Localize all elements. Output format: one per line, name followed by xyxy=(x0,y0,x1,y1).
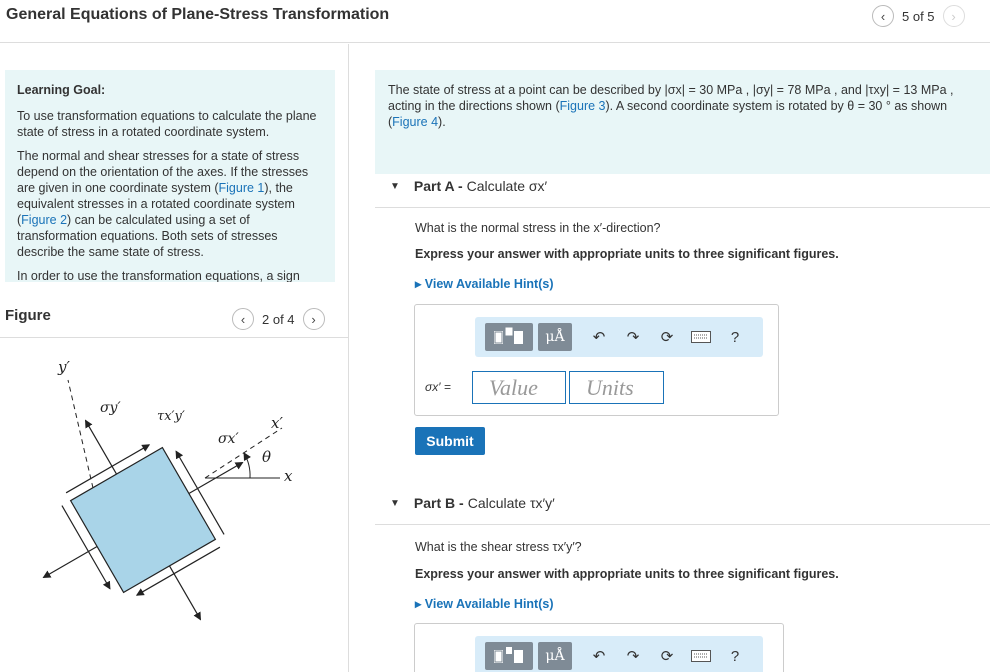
column-divider xyxy=(348,44,349,672)
redo-icon[interactable]: ↷ xyxy=(626,648,640,665)
tau-xy-prime-label: τx′y′ xyxy=(157,409,185,424)
part-b-instruction: Express your answer with appropriate units to three significant figures. xyxy=(415,567,839,581)
stress-element xyxy=(71,448,216,593)
undo-icon[interactable]: ↶ xyxy=(592,648,606,665)
part-a-hint-link[interactable]: ▸ View Available Hint(s) xyxy=(415,277,554,291)
value-input[interactable]: Value xyxy=(472,371,566,404)
figure-divider xyxy=(0,337,348,338)
collapse-triangle-icon[interactable]: ▼ xyxy=(390,180,400,192)
template-icon[interactable] xyxy=(485,323,533,351)
header-divider xyxy=(0,42,990,43)
learning-goal-panel[interactable] xyxy=(5,70,335,282)
part-a-header[interactable] xyxy=(390,178,547,194)
part-b-header[interactable] xyxy=(390,495,555,511)
page-title: General Equations of Plane-Stress Transformation xyxy=(6,6,390,23)
next-item-button[interactable]: › xyxy=(943,5,965,27)
undo-icon[interactable]: ↶ xyxy=(592,329,606,346)
units-symbol-button[interactable]: μÅ xyxy=(538,323,572,351)
part-b-question: What is the shear stress τx′y′? xyxy=(415,540,582,554)
submit-button[interactable]: Submit xyxy=(415,427,485,455)
reset-icon[interactable]: ⟳ xyxy=(660,648,674,665)
learning-goal-p2: The normal and shear stresses for a state of stress depend on the orientation of the axes. If the stresses are given in one coordinate system (Figure 1), the equivalent stresses in a rotated coordinate system (Figure 2) can be calculated using a set of transformation equations. Both sets of stresses describe the same state of stress. xyxy=(17,149,309,259)
theta-arc xyxy=(244,453,250,478)
part-a-label: Part A - xyxy=(413,178,463,194)
figure-heading: Figure xyxy=(5,307,51,324)
y-prime-label: y′ xyxy=(58,358,70,376)
figure-3-link[interactable]: Figure 3 xyxy=(559,99,606,113)
collapse-triangle-icon[interactable]: ▼ xyxy=(390,497,400,509)
learning-goal-heading: Learning Goal: xyxy=(17,83,106,97)
item-pager xyxy=(872,5,965,27)
part-a-answer-box xyxy=(414,304,779,416)
part-b-answer-box xyxy=(414,623,784,672)
template-icon[interactable] xyxy=(485,642,533,670)
part-a-equation-label: σx′ = xyxy=(425,380,451,394)
help-icon[interactable]: ? xyxy=(730,647,740,665)
reset-icon[interactable]: ⟳ xyxy=(660,329,674,346)
figure-pager xyxy=(232,308,325,330)
part-b-title: Calculate τx′y′ xyxy=(467,495,555,511)
part-a-title: Calculate σx′ xyxy=(466,178,548,194)
learning-goal-p3: In order to use the transformation equations, a sign xyxy=(17,269,300,282)
math-toolbar xyxy=(475,317,763,357)
item-pager-text: 5 of 5 xyxy=(902,8,935,24)
figure-1-link[interactable]: Figure 1 xyxy=(218,181,265,195)
part-b-divider xyxy=(375,524,990,525)
part-b-hint-link[interactable]: ▸ View Available Hint(s) xyxy=(415,597,554,611)
sigma-x-prime-label: σx′ xyxy=(218,431,239,447)
learning-goal-p1: To use transformation equations to calculate the plane state of stress in a rotated coordinate system. xyxy=(17,109,317,139)
stress-element-figure xyxy=(0,340,345,672)
figure-next-button[interactable]: › xyxy=(303,308,325,330)
figure-pager-text: 2 of 4 xyxy=(262,311,295,327)
part-a-question: What is the normal stress in the x′-direction? xyxy=(415,221,661,235)
x-label: x xyxy=(284,467,293,485)
figure-4-link[interactable]: Figure 4 xyxy=(392,115,439,129)
problem-statement: The state of stress at a point can be described by |σx| = 30 MPa , |σy| = 78 MPa , and |τxy| = 13 MPa , acting in the directions shown (Figure 3). A second coordinate system is rotated by θ = 30 ° as shown (Figure 4). xyxy=(375,70,990,174)
y-prime-axis xyxy=(68,380,93,488)
part-b-label: Part B - xyxy=(413,495,464,511)
figure-prev-button[interactable]: ‹ xyxy=(232,308,254,330)
sigma-x-arrow-left xyxy=(43,547,97,578)
sigma-y-prime-label: σy′ xyxy=(100,400,121,416)
part-a-instruction: Express your answer with appropriate units to three significant figures. xyxy=(415,247,839,261)
keyboard-icon[interactable] xyxy=(684,323,718,351)
redo-icon[interactable]: ↷ xyxy=(626,329,640,346)
math-toolbar xyxy=(475,636,763,672)
figure-2-link[interactable]: Figure 2 xyxy=(21,213,68,227)
keyboard-icon[interactable] xyxy=(684,642,718,670)
part-a-divider xyxy=(375,207,990,208)
x-prime-label: x′ xyxy=(271,414,283,432)
units-symbol-button[interactable]: μÅ xyxy=(538,642,572,670)
prev-item-button[interactable]: ‹ xyxy=(872,5,894,27)
theta-label: θ xyxy=(262,448,272,466)
help-icon[interactable]: ? xyxy=(730,328,740,346)
units-input[interactable]: Units xyxy=(569,371,664,404)
